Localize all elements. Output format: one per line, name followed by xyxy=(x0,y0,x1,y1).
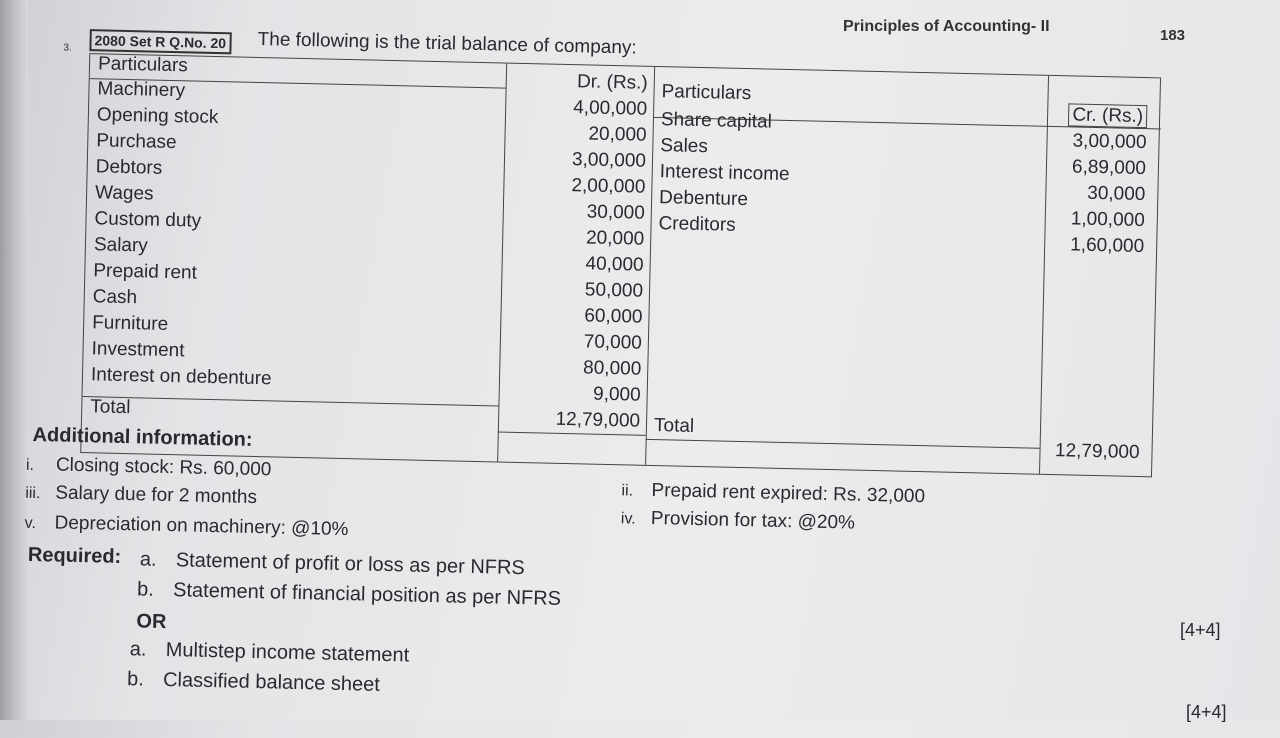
credit-particular: Sales xyxy=(660,135,709,158)
total-rule xyxy=(83,396,499,406)
debit-particular: Interest on debenture xyxy=(90,364,272,390)
total-dr-label: Total xyxy=(90,396,131,419)
page-number: 183 xyxy=(1160,27,1186,44)
required-letter: a. xyxy=(139,548,157,571)
book-header-title: Principles of Accounting- II xyxy=(843,18,1050,35)
credit-amount: 6,89,000 xyxy=(1071,156,1147,180)
or-separator: OR xyxy=(136,610,167,634)
info-text: Depreciation on machinery: @10% xyxy=(54,512,349,541)
required-text: Multistep income statement xyxy=(165,639,410,667)
debit-amount: 40,000 xyxy=(585,253,644,276)
total-cr-label: Total xyxy=(653,415,695,437)
required-text: Statement of profit or loss as per NFRS xyxy=(175,549,526,580)
debit-amount: 70,000 xyxy=(583,331,643,354)
info-item xyxy=(26,454,272,482)
debit-particular: Prepaid rent xyxy=(93,260,198,284)
credit-amount: 1,60,000 xyxy=(1070,234,1145,258)
debit-particular: Furniture xyxy=(91,312,169,335)
debit-amount: 4,00,000 xyxy=(572,97,648,120)
debit-particular: Opening stock xyxy=(96,104,219,129)
debit-particular: Investment xyxy=(91,338,185,362)
debit-amount: 30,000 xyxy=(586,201,646,224)
header-cr-particulars: Particulars xyxy=(661,81,752,105)
question-tag: 2080 Set R Q.No. 20 xyxy=(89,29,231,54)
info-text: Salary due for 2 months xyxy=(55,482,258,509)
debit-particular: Cash xyxy=(92,286,138,309)
debit-particular: Machinery xyxy=(97,78,186,102)
column-divider xyxy=(497,64,507,462)
debit-amount: 9,000 xyxy=(592,383,641,406)
info-item xyxy=(24,512,348,541)
header-dr-particulars: Particulars xyxy=(97,53,189,77)
credit-particular: Creditors xyxy=(658,213,736,236)
debit-particular: Custom duty xyxy=(94,208,202,232)
required-item xyxy=(130,638,410,667)
debit-amount: 50,000 xyxy=(584,279,644,302)
credit-amount: 3,00,000 xyxy=(1072,130,1147,154)
debit-particular: Debtors xyxy=(95,156,163,179)
debit-amount: 80,000 xyxy=(582,357,642,380)
question-text: The following is the trial balance of company: xyxy=(257,28,637,59)
info-text: Prepaid rent expired: Rs. 32,000 xyxy=(651,479,926,508)
total-dr-amount: 12,79,000 xyxy=(555,408,641,432)
required-item xyxy=(137,578,561,611)
required-letter: b. xyxy=(136,578,155,601)
header-cr-amount-cell xyxy=(1068,102,1147,130)
required-label: Required: xyxy=(27,543,122,568)
book-page-edge xyxy=(0,0,28,720)
marks-bottom: [4+4] xyxy=(1186,702,1227,722)
required-item xyxy=(140,548,525,580)
debit-amount: 20,000 xyxy=(585,227,645,250)
info-text: Closing stock: Rs. 60,000 xyxy=(55,454,272,481)
info-numeral: iii. xyxy=(25,484,41,503)
debit-amount: 2,00,000 xyxy=(571,175,646,198)
marks: [4+4] xyxy=(1180,620,1221,640)
header-cr-amount: Cr. (Rs.) xyxy=(1068,103,1147,128)
required-item xyxy=(127,668,380,697)
required-letter: a. xyxy=(129,638,147,661)
required-letter: b. xyxy=(126,668,145,691)
info-item xyxy=(621,507,856,534)
debit-particular: Wages xyxy=(94,182,154,205)
debit-amount: 3,00,000 xyxy=(571,149,647,172)
info-text: Provision for tax: @20% xyxy=(650,507,856,534)
additional-info-title: Additional information: xyxy=(32,423,253,451)
credit-particular: Interest income xyxy=(659,161,790,186)
required-text: Classified balance sheet xyxy=(162,668,381,696)
info-item xyxy=(621,479,925,508)
info-item xyxy=(25,482,257,509)
debit-amount: 60,000 xyxy=(584,305,643,328)
info-numeral: i. xyxy=(25,456,35,474)
credit-particular: Debenture xyxy=(658,187,749,211)
info-numeral: iv. xyxy=(620,510,636,528)
total-rule xyxy=(646,439,1040,449)
question-sheet xyxy=(24,22,1199,738)
header-dr-amount: Dr. (Rs.) xyxy=(576,71,649,94)
debit-amount: 20,000 xyxy=(588,123,647,146)
debit-particular: Purchase xyxy=(96,130,177,154)
question-number: 3. xyxy=(63,42,72,54)
credit-particular: Share capital xyxy=(660,109,773,133)
total-cr-amount: 12,79,000 xyxy=(1054,440,1140,464)
info-numeral: ii. xyxy=(621,482,634,500)
info-numeral: v. xyxy=(24,514,37,533)
debit-particular: Salary xyxy=(93,234,149,257)
column-divider xyxy=(1039,76,1049,474)
credit-amount: 1,00,000 xyxy=(1070,208,1146,232)
required-text: Statement of financial position as per NFRS xyxy=(172,579,562,610)
credit-amount: 30,000 xyxy=(1087,182,1146,206)
trial-balance-table xyxy=(80,53,1161,477)
